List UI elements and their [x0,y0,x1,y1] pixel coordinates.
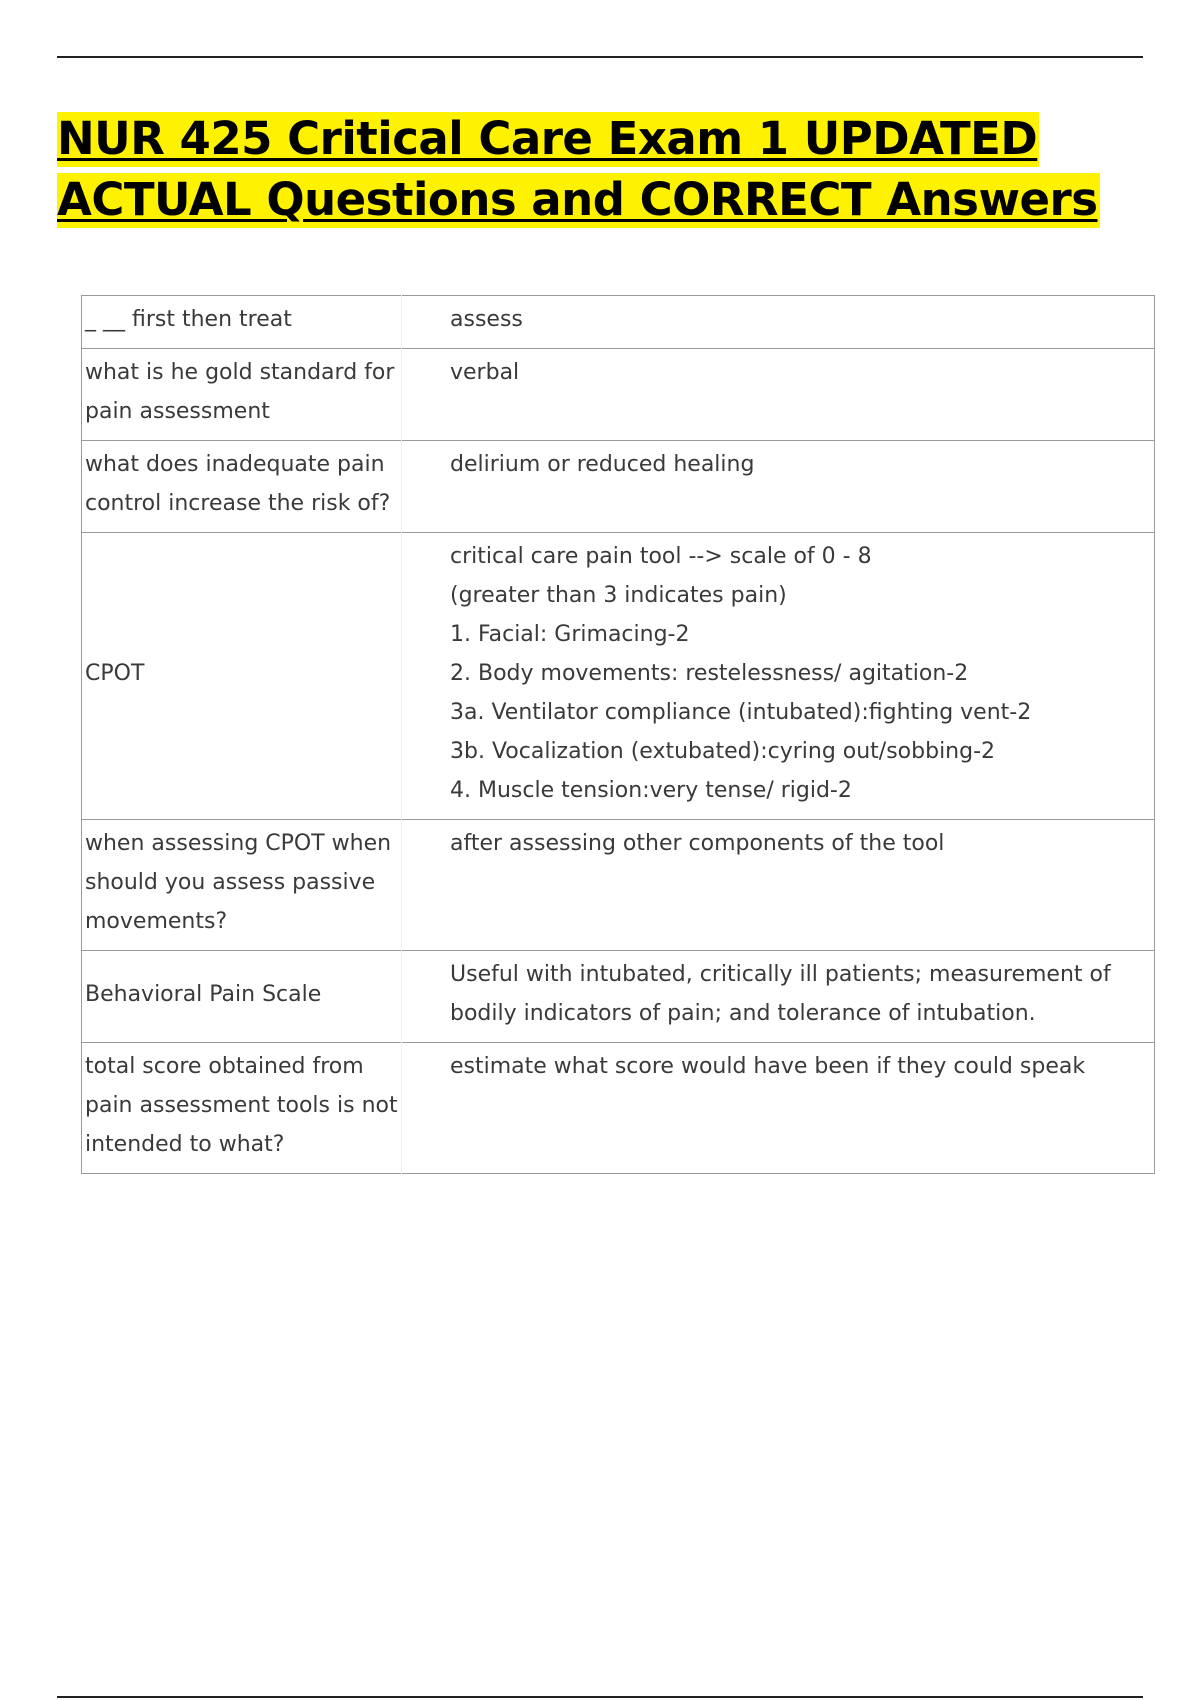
qa-answer-line: after assessing other components of the tool [450,831,945,856]
qa-row [82,349,1155,441]
qa-question: Behavioral Pain Scale [82,951,402,1043]
qa-answer [402,349,1155,441]
qa-row [82,533,1155,820]
qa-answer [402,296,1155,349]
qa-row [82,951,1155,1043]
qa-answer-line: 1. Facial: Grimacing-2 [450,622,690,647]
qa-answer-line: verbal [450,360,520,385]
qa-answer [402,1043,1155,1174]
qa-row [82,1043,1155,1174]
document-title-text: NUR 425 Critical Care Exam 1 UPDATED ACTUAL Questions and CORRECT Answers [57,112,1098,226]
qa-answer [402,533,1155,820]
header-rule [57,56,1143,58]
qa-question: CPOT [82,533,402,820]
qa-answer-line: estimate what score would have been if they could speak [450,1054,1086,1079]
qa-answer-line: assess [450,307,523,332]
qa-row [82,441,1155,533]
footer-rule [57,1696,1143,1698]
qa-answer [402,951,1155,1043]
qa-answer-line: critical care pain tool --> scale of 0 - 8 [450,544,872,569]
qa-answer-line: 2. Body movements: restelessness/ agitation-2 [450,661,969,686]
qa-answer-line: 3a. Ventilator compliance (intubated):fighting vent-2 [450,700,1032,725]
qa-question: total score obtained from pain assessment tools is not intended to what? [82,1043,402,1174]
qa-question: what is he gold standard for pain assessment [82,349,402,441]
qa-answer-line: Useful with intubated, critically ill patients; measurement of bodily indicators of pain; and tolerance of intubation. [450,962,1111,1026]
qa-row [82,296,1155,349]
qa-question: when assessing CPOT when should you assess passive movements? [82,820,402,951]
qa-answer-line: delirium or reduced healing [450,452,755,477]
qa-question: _ __ first then treat [82,296,402,349]
qa-question: what does inadequate pain control increase the risk of? [82,441,402,533]
qa-table [81,295,1155,1174]
qa-answer [402,820,1155,951]
qa-answer-line: 3b. Vocalization (extubated):cyring out/sobbing-2 [450,739,996,764]
qa-answer-line: (greater than 3 indicates pain) [450,583,787,608]
qa-row [82,820,1155,951]
qa-answer [402,441,1155,533]
document-title [57,108,1157,230]
qa-answer-line: 4. Muscle tension:very tense/ rigid-2 [450,778,852,803]
